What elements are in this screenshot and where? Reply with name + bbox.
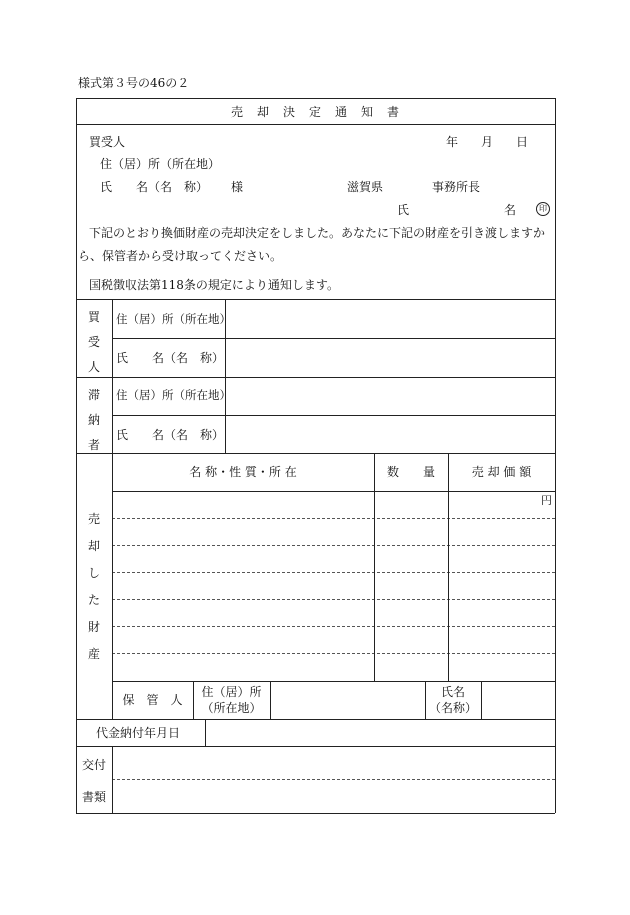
recipient-label: 買受人	[89, 135, 126, 149]
table-right-border	[555, 98, 556, 813]
payment-date-label: 代金納付年月日	[96, 726, 181, 740]
custodian-address-label-2: （所在地）	[201, 701, 262, 715]
buyer-char: 人	[87, 360, 100, 374]
custodian-address-label-1: 住（居）所	[201, 685, 262, 699]
property-dashed-row	[112, 518, 555, 519]
buyer-section-label	[76, 305, 112, 380]
property-char: 却	[87, 539, 100, 553]
documents-divider	[112, 746, 113, 813]
property-dashed-row	[112, 626, 555, 627]
buyer-char: 買	[87, 310, 100, 324]
price-col-left	[448, 453, 449, 681]
body-text-line1: 下記のとおり換価財産の売却決定をしました。あなたに下記の財産を引き渡しますか	[89, 226, 546, 240]
buyer-name-label: 氏 名（名 称）	[116, 351, 225, 365]
delinquent-char: 滞	[87, 388, 100, 402]
documents-dashed-row	[112, 779, 555, 780]
custodian-divider-2	[270, 681, 271, 719]
buyer-char: 受	[87, 335, 100, 349]
buyer-address-label: 住（居）所（所在地）	[116, 312, 231, 326]
date-month-label: 月	[481, 135, 494, 149]
signer-suffix: 名	[504, 203, 517, 217]
custodian-bottom	[76, 719, 555, 720]
recipient-address-label: 住（居）所（所在地）	[100, 157, 221, 171]
prefecture: 滋賀県	[347, 180, 384, 194]
table-bottom-border	[76, 813, 555, 814]
custodian-label: 保 管 人	[122, 693, 183, 707]
property-char: 財	[87, 620, 100, 634]
date-day-label: 日	[516, 135, 529, 149]
seal-mark: 印	[536, 202, 550, 216]
delinquent-address-field[interactable]	[230, 382, 550, 410]
custodian-name-label-2: （名称）	[428, 701, 477, 715]
recipient-name-label: 氏 名（名 称）	[100, 180, 209, 194]
payment-date-bottom	[76, 746, 555, 747]
property-rows-bottom	[112, 681, 555, 682]
delinquent-row-separator	[112, 415, 555, 416]
legal-basis: 国税徴収法第118条の規定により通知します。	[89, 278, 339, 292]
property-dashed-row	[112, 599, 555, 600]
property-dashed-row	[112, 545, 555, 546]
property-header-bottom	[112, 491, 555, 492]
section-label-divider	[112, 299, 113, 719]
honorific: 様	[231, 180, 244, 194]
yen-unit: 円	[541, 494, 552, 507]
property-dashed-row	[112, 653, 555, 654]
custodian-name-field[interactable]	[485, 684, 551, 716]
delinquent-section-label	[76, 383, 112, 458]
property-dashed-row	[112, 572, 555, 573]
delinquent-address-label: 住（居）所（所在地）	[116, 388, 231, 402]
payment-date-divider	[205, 719, 206, 746]
property-char: た	[87, 593, 100, 607]
property-char: 売	[87, 512, 100, 526]
property-section-label	[76, 506, 112, 668]
table-top-border	[76, 98, 555, 99]
office-chief: 事務所長	[432, 180, 481, 194]
form-code: 様式第３号の46の２	[78, 76, 190, 90]
documents-label-1: 交付	[82, 758, 107, 772]
price-column-header: 売 却 価 額	[471, 465, 532, 479]
documents-label-2: 書類	[82, 790, 107, 804]
quantity-column-header: 数 量	[386, 465, 435, 479]
description-column-header: 名 称・性 質・所 在	[189, 465, 297, 479]
custodian-name-label-1: 氏名	[440, 685, 465, 699]
documents-field-2[interactable]	[116, 783, 550, 809]
quantity-col-left	[374, 453, 375, 681]
delinquent-name-field[interactable]	[230, 420, 550, 448]
payment-date-field[interactable]	[210, 722, 550, 743]
document-title: 売 却 決 定 通 知 書	[230, 105, 400, 119]
custodian-address-field[interactable]	[274, 684, 422, 716]
buyer-address-field[interactable]	[230, 305, 550, 333]
delinquent-bottom	[76, 453, 555, 454]
delinquent-char: 者	[87, 438, 100, 452]
header-separator	[76, 299, 555, 300]
date-year-label: 年	[446, 135, 459, 149]
signer-prefix: 氏	[397, 203, 410, 217]
documents-field-1[interactable]	[116, 750, 550, 776]
property-char: し	[87, 566, 100, 580]
custodian-divider-4	[481, 681, 482, 719]
buyer-bottom	[76, 377, 555, 378]
delinquent-name-label: 氏 名（名 称）	[116, 428, 225, 442]
property-char: 産	[87, 647, 100, 661]
buyer-name-field[interactable]	[230, 343, 550, 371]
title-separator	[76, 124, 555, 125]
body-text-line2: ら、保管者から受け取ってください。	[78, 249, 283, 263]
buyer-row-separator	[112, 338, 555, 339]
delinquent-char: 納	[87, 413, 100, 427]
